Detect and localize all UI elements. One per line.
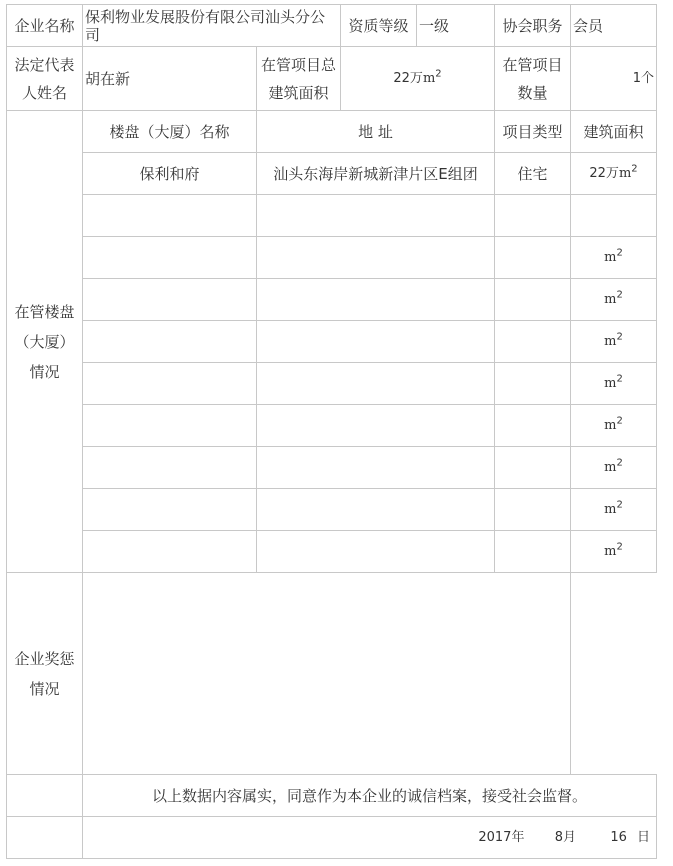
declaration-text: 以上数据内容属实，同意作为本企业的诚信档案，接受社会监督。 [83, 775, 657, 817]
project-name [83, 363, 257, 405]
project-name [83, 321, 257, 363]
date-month: 8 [554, 829, 564, 845]
project-count-label [495, 47, 571, 111]
project-name: 保利和府 [83, 153, 257, 195]
table-row [7, 153, 657, 195]
company-value: 保利物业发展股份有限公司汕头分公司 [83, 5, 341, 47]
project-address [257, 321, 495, 363]
project-area: $m^2$ [571, 237, 657, 279]
section-label-line1: 在管楼盘 [14, 302, 75, 321]
qualification-value: 一级 [417, 5, 495, 47]
project-type [495, 195, 571, 237]
table-row [7, 195, 657, 237]
project-type [495, 447, 571, 489]
date-day: 16 [610, 829, 627, 845]
project-type [495, 363, 571, 405]
projects-header-row [7, 111, 657, 153]
association-label: 协会职务 [495, 5, 571, 47]
project-area: 22万$m^2$ [571, 153, 657, 195]
project-type [495, 237, 571, 279]
signing-date [83, 817, 657, 859]
project-name [83, 531, 257, 573]
table-row [7, 531, 657, 573]
project-area: $m^2$ [571, 489, 657, 531]
declaration-spacer [7, 775, 83, 817]
project-address [257, 195, 495, 237]
company-row [7, 5, 657, 47]
company-label: 企业名称 [7, 5, 83, 47]
date-month-unit: 月 [563, 829, 577, 845]
date-year-unit: 年 [511, 829, 525, 845]
project-area: $m^2$ [571, 405, 657, 447]
column-header-address: 地 址 [257, 111, 495, 153]
legal-rep-value: 胡在新 [83, 47, 257, 111]
project-address [257, 489, 495, 531]
total-area-number: 22万 [393, 70, 423, 86]
project-type [495, 321, 571, 363]
project-address [257, 363, 495, 405]
project-type [495, 279, 571, 321]
project-name [83, 279, 257, 321]
total-area-label [257, 47, 341, 111]
table-row [7, 489, 657, 531]
project-area: $m^2$ [571, 279, 657, 321]
total-area-value: 22万$m^2$ [341, 47, 495, 111]
table-row [7, 405, 657, 447]
project-name [83, 237, 257, 279]
project-address [257, 531, 495, 573]
awards-label [7, 573, 83, 775]
project-address [257, 237, 495, 279]
table-row [7, 363, 657, 405]
awards-value [83, 573, 571, 775]
total-area-label-line2: 建筑面积 [268, 83, 329, 102]
project-name [83, 195, 257, 237]
section-label [7, 111, 83, 573]
table-row [7, 321, 657, 363]
date-spacer [7, 817, 83, 859]
project-address [257, 279, 495, 321]
project-name [83, 489, 257, 531]
awards-row [7, 573, 657, 775]
declaration-row [7, 775, 657, 817]
project-type [495, 405, 571, 447]
date-year: 2017 [478, 829, 512, 845]
project-type: 住宅 [495, 153, 571, 195]
section-label-line3: 情况 [29, 362, 60, 381]
total-area-unit: m [422, 70, 436, 86]
legal-rep-label-line1: 法定代表 [14, 55, 75, 74]
project-address [257, 405, 495, 447]
column-header-name: 楼盘（大厦）名称 [83, 111, 257, 153]
integrity-record-form [6, 4, 657, 859]
project-type [495, 531, 571, 573]
project-name [83, 405, 257, 447]
section-label-line2: （大厦） [14, 332, 75, 351]
project-address [257, 447, 495, 489]
date-day-unit: 日 [637, 829, 651, 845]
awards-label-line2: 情况 [29, 679, 60, 698]
table-row [7, 279, 657, 321]
column-header-area: 建筑面积 [571, 111, 657, 153]
date-row [7, 817, 657, 859]
project-area: $m^2$ [571, 447, 657, 489]
legal-rep-label-line2: 人姓名 [21, 83, 67, 102]
total-area-label-line1: 在管项目总 [261, 55, 337, 74]
project-type [495, 489, 571, 531]
project-count-value: 1个 [571, 47, 657, 111]
legal-rep-label [7, 47, 83, 111]
project-count-label-line1: 在管项目 [502, 55, 563, 74]
awards-label-line1: 企业奖惩 [14, 649, 75, 668]
table-row [7, 237, 657, 279]
table-row [7, 447, 657, 489]
association-value: 会员 [571, 5, 657, 47]
legal-rep-row [7, 47, 657, 111]
column-header-type: 项目类型 [495, 111, 571, 153]
project-area: $m^2$ [571, 531, 657, 573]
project-address: 汕头东海岸新城新津片区E组团 [257, 153, 495, 195]
qualification-label: 资质等级 [341, 5, 417, 47]
project-count-label-line2: 数量 [517, 83, 548, 102]
project-name [83, 447, 257, 489]
project-area: $m^2$ [571, 363, 657, 405]
project-area: $m^2$ [571, 321, 657, 363]
project-area [571, 195, 657, 237]
